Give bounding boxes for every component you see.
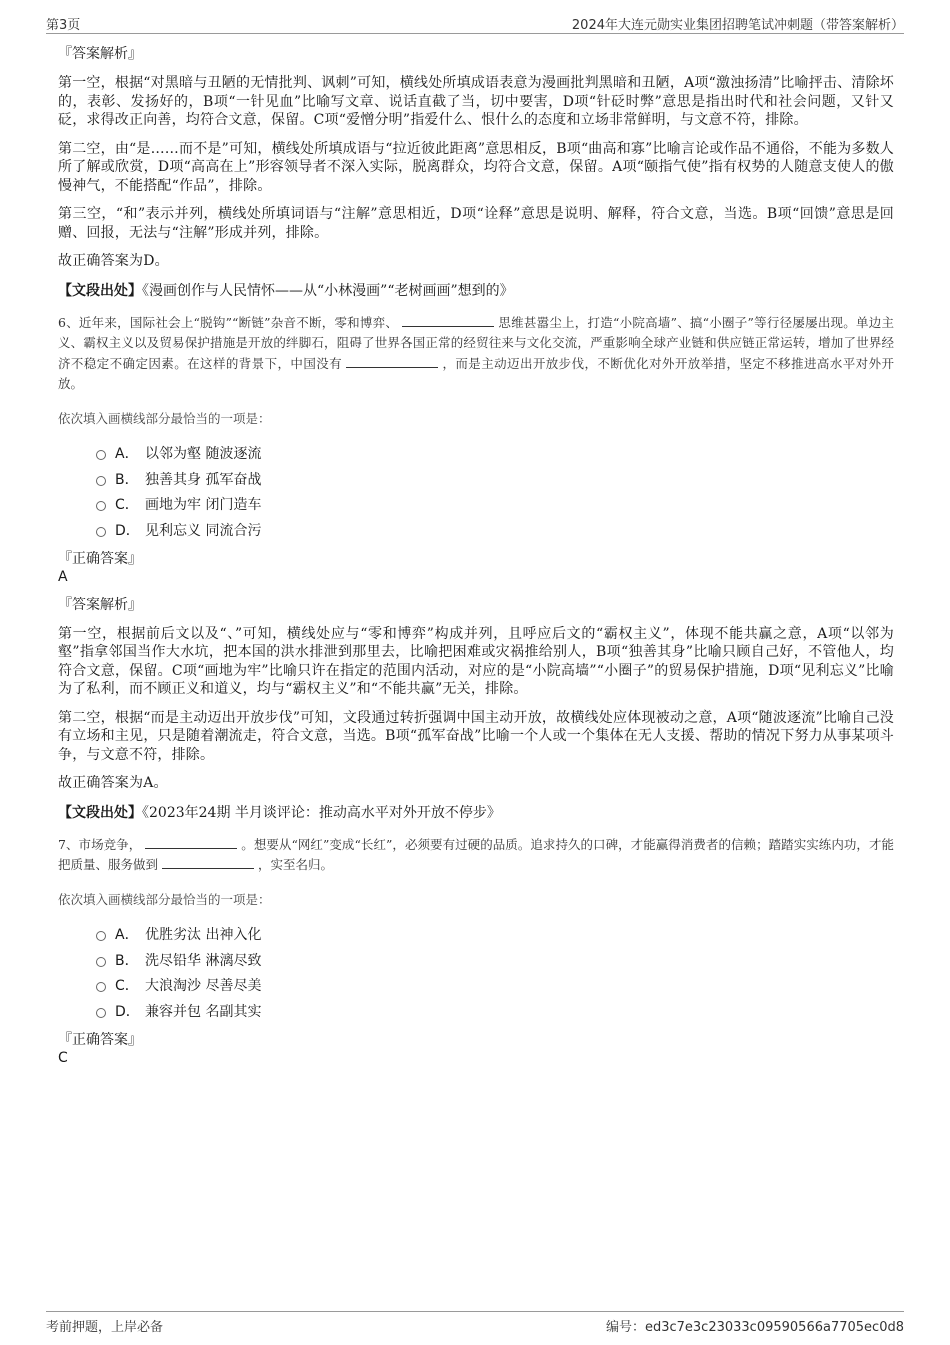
q7-option-d[interactable]: D． 兼容并包 名副其实	[96, 998, 894, 1024]
q7-stem-part3: ，实至名归。	[258, 857, 334, 872]
document-title: 2024年大连元勋实业集团招聘笔试冲刺题（带答案解析）	[571, 18, 904, 33]
q7-stem-part1: 7、市场竞争，	[58, 836, 142, 852]
q6-option-d[interactable]: D． 见利忘义 同流合污	[96, 517, 894, 543]
q6-stem-part3: ，而是主动迈出开放步伐，不断优化对外开放举措，坚定不移推进高水平对外开放。	[58, 355, 894, 391]
radio-icon[interactable]	[96, 527, 106, 537]
radio-icon[interactable]	[96, 931, 106, 941]
q6-analysis-label: 『答案解析』	[58, 596, 142, 613]
page-number: 第3页	[46, 18, 81, 33]
q6-option-a[interactable]: A． 以邻为壑 随波逐流	[96, 441, 894, 467]
q7-answer-label: 『正确答案』	[58, 1031, 142, 1048]
q6-source-text: 《2023年24期 半月谈评论：推动高水平对外开放不停步》	[142, 804, 501, 821]
q6-analysis-p1: 第一空，根据前后文以及“、”可知，横线处应与“零和博弈”构成并列，且呼应后文的“霸权主义”，体现不能共赢之意，A项“以邻为壑”指拿邻国当作大水坑，把本国的洪水排泄到那里去，比喻把困难或灾祸推给别人，B项“独善其身”比喻只顾自己好，不管他人，均符合文意，保留。C项“画地为牢”比喻只许在指定的范围内活动，对应的是“小院高墙”“小圈子”的贸易保护措施，D项“见利忘义”比喻为了私利，而不顾正义和道义，均与“霸权主义”和“不能共赢”无关，排除。	[58, 625, 894, 697]
q6-stem	[58, 313, 894, 395]
q6-stem-part1: 6、近年来，国际社会上“脱钩”“断链”杂音不断，零和博弈、	[58, 314, 399, 330]
q6-options	[96, 441, 894, 543]
q6-blank-2	[346, 354, 438, 368]
q7-hint: 依次填入画横线部分最恰当的一项是：	[58, 891, 271, 907]
radio-icon[interactable]	[96, 1008, 106, 1018]
q5-source	[58, 281, 894, 301]
q6-source	[58, 803, 894, 823]
q5-conclusion: 故正确答案为D。	[58, 253, 169, 269]
q6-analysis-p2: 第二空，根据“而是主动迈出开放步伐”可知，文段通过转折强调中国主动开放，故横线处应体现被动之意，A项“随波逐流”比喻自己没有立场和主见，只是随着潮流走，符合文意，当选。B项“孤军奋战”比喻一个人或一个集体在无人支援、帮助的情况下努力从事某项斗争，与文意不符，排除。	[58, 709, 894, 763]
q5-source-text: 《漫画创作与人民情怀——从“小林漫画”“老树画画”想到的》	[142, 282, 514, 299]
q5-analysis-p2: 第二空，由“是……而不是”可知，横线处所填成语与“拉近彼此距离”意思相反，B项“曲高和寡”比喻言论或作品不通俗，不能为多数人所了解或欣赏，D项“高高在上”形容领导者不深入实际，脱离群众，均符合文意，保留。A项“颐指气使”指有权势的人随意支使人的傲慢神气，不能搭配“作品”，排除。	[58, 140, 894, 194]
q6-answer: A	[58, 568, 68, 585]
q7-stem	[58, 835, 894, 876]
page-header	[46, 10, 904, 34]
q7-blank-2	[162, 855, 254, 869]
q6-option-b[interactable]: B． 独善其身 孤军奋战	[96, 466, 894, 492]
radio-icon[interactable]	[96, 957, 106, 967]
radio-icon[interactable]	[96, 476, 106, 486]
q5-analysis-p3: 第三空，“和”表示并列，横线处所填词语与“注解”意思相近，D项“诠释”意思是说明、解释，符合文意，当选。B项“回馈”意思是回赠、回报，无法与“注解”形成并列，排除。	[58, 206, 894, 241]
q7-answer: C	[58, 1049, 68, 1066]
document-id: 编号：ed3c7e3c23033c09590566a7705ec0d8	[605, 1320, 904, 1335]
q7-stem-part2: 。想要从“网红”变成“长红”，必须要有过硬的品质。追求持久的口碑，才能赢得消费者的信赖；踏踏实实练内功，才能把质量、服务做到	[58, 836, 894, 872]
q5-analysis-label: 『答案解析』	[58, 46, 142, 62]
q6-hint: 依次填入画横线部分最恰当的一项是：	[58, 410, 271, 426]
q5-source-label: 【文段出处】	[58, 282, 142, 299]
q6-answer-label: 『正确答案』	[58, 550, 142, 567]
q7-option-a[interactable]: A． 优胜劣汰 出神入化	[96, 922, 894, 948]
radio-icon[interactable]	[96, 982, 106, 992]
document-body	[58, 44, 894, 1076]
q6-option-c[interactable]: C． 画地为牢 闭门造车	[96, 492, 894, 518]
footer-slogan: 考前押题，上岸必备	[46, 1320, 164, 1335]
q5-analysis-p1: 第一空，根据“对黑暗与丑陋的无情批判、讽刺”可知，横线处所填成语表意为漫画批判黑暗和丑陋，A项“激浊扬清”比喻抨击、清除坏的，表彰、发扬好的，B项“一针见血”比喻写文章、说话直截了当，切中要害，D项“针砭时弊”意思是指出时代和社会问题，又针又砭，求得改正向善，均符合文意，保留。C项“爱憎分明”指爱什么、恨什么的态度和立场非常鲜明，与文意不符，排除。	[58, 75, 894, 128]
q6-conclusion: 故正确答案为A。	[58, 775, 168, 791]
q6-stem-part2: 思维甚嚣尘上，打造“小院高墙”、搞“小圈子”等行径屡屡出现。单边主义、霸权主义以及贸易保护措施是开放的绊脚石，阻碍了世界各国正常的经贸往来与文化交流，严重影响全球产业链和供应链正常运转，增加了世界经济不稳定不确定因素。在这样的背景下，中国没有	[58, 314, 894, 371]
radio-icon[interactable]	[96, 450, 106, 460]
page-footer	[46, 1311, 904, 1335]
q7-option-c[interactable]: C． 大浪淘沙 尽善尽美	[96, 973, 894, 999]
q7-options	[96, 922, 894, 1024]
q6-source-label: 【文段出处】	[58, 804, 142, 821]
q7-option-b[interactable]: B． 洗尽铅华 淋漓尽致	[96, 947, 894, 973]
radio-icon[interactable]	[96, 501, 106, 511]
q7-blank-1	[145, 835, 237, 849]
q6-blank-1	[402, 313, 494, 327]
